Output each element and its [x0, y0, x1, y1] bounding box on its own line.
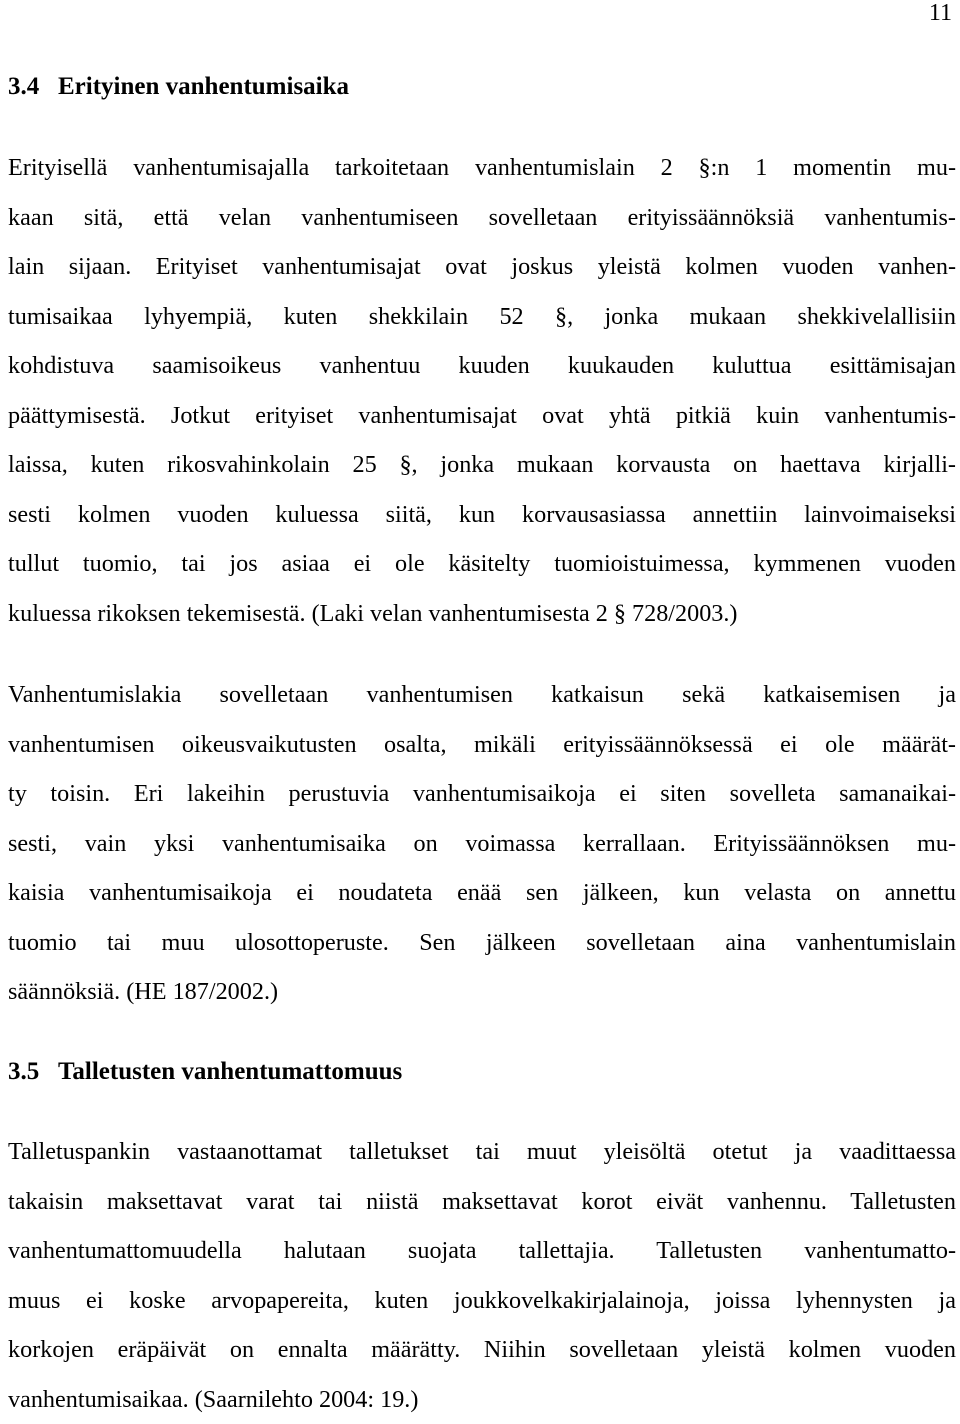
page-number: 11 — [929, 0, 952, 26]
text-line: säännöksiä. (HE 187/2002.) — [8, 967, 956, 1017]
text-line: tullut tuomio, tai jos asiaa ei ole käsitelty tuomioistuimessa, kymmenen vuoden — [8, 539, 956, 589]
text-line: Erityisellä vanhentumisajalla tarkoitetaan vanhentumislain 2 §:n 1 momentin mu- — [8, 143, 956, 193]
text-line: takaisin maksettavat varat tai niistä maksettavat korot eivät vanhennu. Talletusten — [8, 1177, 956, 1227]
section-heading-3-4 — [8, 72, 349, 102]
text-line: kuluessa rikoksen tekemisestä. (Laki velan vanhentumisesta 2 § 728/2003.) — [8, 589, 956, 639]
section-title: Talletusten vanhentumattomuus — [58, 1058, 402, 1085]
text-line: korkojen eräpäivät on ennalta määrätty. Niihin sovelletaan yleistä kolmen vuoden — [8, 1325, 956, 1375]
text-line: laissa, kuten rikosvahinkolain 25 §, jonka mukaan korvausta on haettava kirjalli- — [8, 440, 956, 490]
text-line: sesti kolmen vuoden kuluessa siitä, kun korvausasiassa annettiin lainvoimaiseksi — [8, 490, 956, 540]
text-line: ty toisin. Eri lakeihin perustuvia vanhentumisaikoja ei siten sovelleta samanaikai- — [8, 769, 956, 819]
text-line: vanhentumisaikaa. (Saarnilehto 2004: 19.) — [8, 1375, 956, 1424]
section-number: 3.4 — [8, 72, 58, 102]
paragraph-3-4-2 — [8, 670, 956, 1017]
text-line: vanhentumisen oikeusvaikutusten osalta, mikäli erityissäännöksessä ei ole määrät- — [8, 720, 956, 770]
text-line: muus ei koske arvopapereita, kuten joukkovelkakirjalainoja, joissa lyhennysten ja — [8, 1276, 956, 1326]
text-line: lain sijaan. Erityiset vanhentumisajat ovat joskus yleistä kolmen vuoden vanhen- — [8, 242, 956, 292]
section-heading-3-5 — [8, 1057, 402, 1087]
text-line: kohdistuva saamisoikeus vanhentuu kuuden kuukauden kuluttua esittämisajan — [8, 341, 956, 391]
paragraph-3-5-1 — [8, 1127, 956, 1424]
text-line: vanhentumattomuudella halutaan suojata tallettajia. Talletusten vanhentumatto- — [8, 1226, 956, 1276]
text-line: kaan sitä, että velan vanhentumiseen sovelletaan erityissäännöksiä vanhentumis- — [8, 193, 956, 243]
section-title: Erityinen vanhentumisaika — [58, 73, 349, 100]
text-line: kaisia vanhentumisaikoja ei noudateta enää sen jälkeen, kun velasta on annettu — [8, 868, 956, 918]
section-number: 3.5 — [8, 1057, 58, 1087]
text-line: tuomio tai muu ulosottoperuste. Sen jälkeen sovelletaan aina vanhentumislain — [8, 918, 956, 968]
text-line: Vanhentumislakia sovelletaan vanhentumisen katkaisun sekä katkaisemisen ja — [8, 670, 956, 720]
paragraph-3-4-1 — [8, 143, 956, 638]
text-line: päättymisestä. Jotkut erityiset vanhentumisajat ovat yhtä pitkiä kuin vanhentumis- — [8, 391, 956, 441]
text-line: Talletuspankin vastaanottamat talletukset tai muut yleisöltä otetut ja vaadittaessa — [8, 1127, 956, 1177]
text-line: tumisaikaa lyhyempiä, kuten shekkilain 52 §, jonka mukaan shekkivelallisiin — [8, 292, 956, 342]
text-line: sesti, vain yksi vanhentumisaika on voimassa kerrallaan. Erityissäännöksen mu- — [8, 819, 956, 869]
